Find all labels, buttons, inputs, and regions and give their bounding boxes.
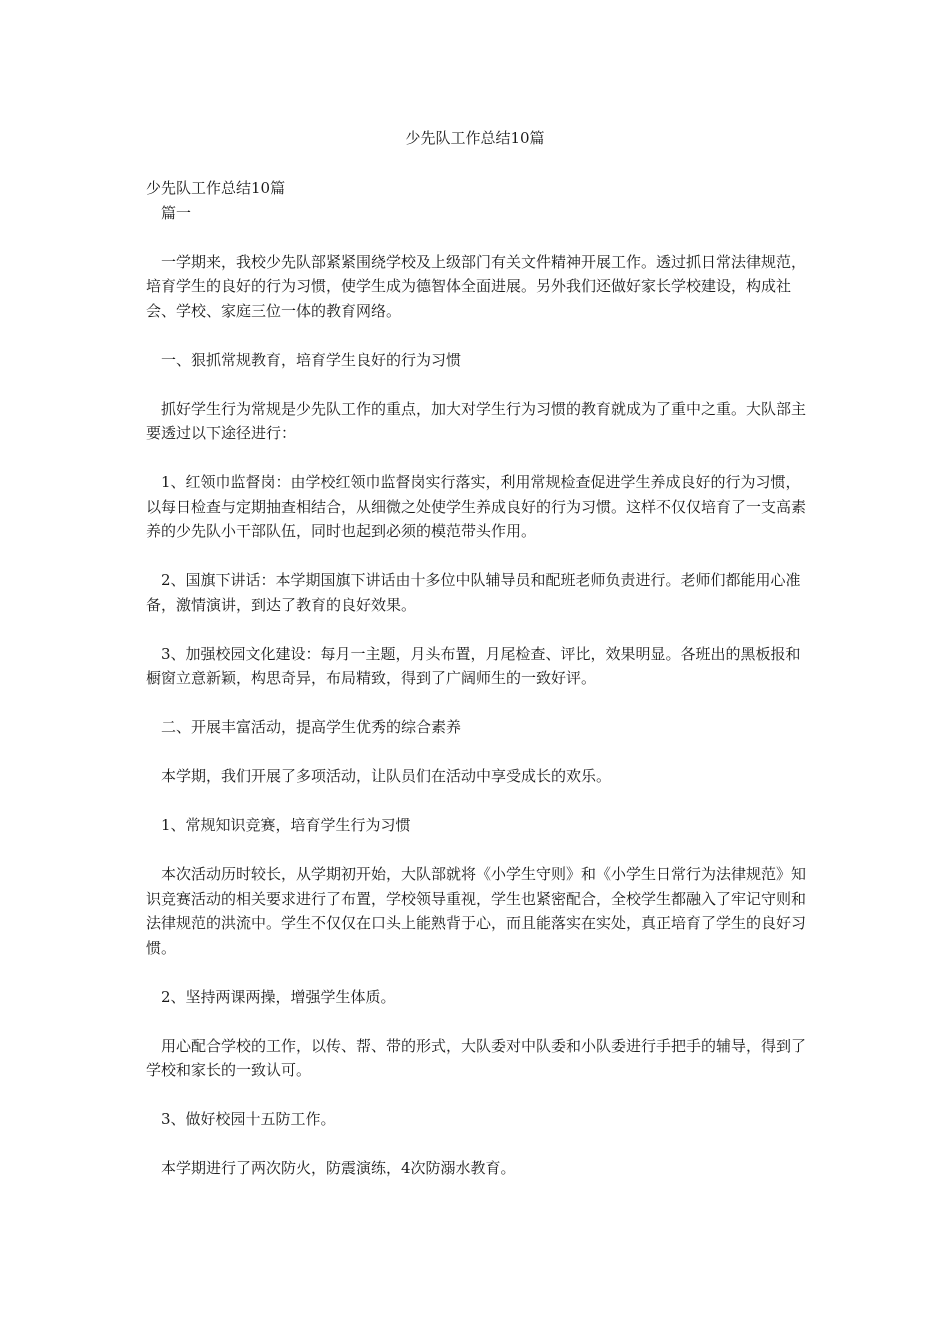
paragraph-item-1: 1、红领巾监督岗：由学校红领巾监督岗实行落实，利用常规检查促进学生养成良好的行为习惯，以每日检查与定期抽查相结合，从细微之处使学生养成良好的行为习惯。这样不仅仅培育了一支高素养的少先队小干部队伍，同时也起到必须的模范带头作用。 [146,473,807,540]
subheading-knowledge-contest: 1、常规知识竞赛，培育学生行为习惯 [161,816,411,834]
paragraph-item-2: 2、国旗下讲话：本学期国旗下讲话由十多位中队辅导员和配班老师负责进行。老师们都能用心准备，激情演讲，到达了教育的良好效果。 [146,571,801,614]
subheading-exercises: 2、坚持两课两操，增强学生体质。 [161,987,396,1006]
paragraph-exercises: 用心配合学校的工作，以传、帮、带的形式，大队委对中队委和小队委进行手把手的辅导，得到了学校和家长的一致认可。 [146,1036,807,1079]
paragraph-knowledge-contest: 本次活动历时较长，从学期初开始，大队部就将《小学生守则》和《小学生日常行为法律规范》知识竞赛活动的相关要求进行了布置，学校领导重视，学生也紧密配合，全校学生都融入了牢记守则和法律规范的洪流中。学生不仅仅在口头上能熟背于心，而且能落实在实处，真正培育了学生的良好习惯。 [146,865,807,957]
paragraph-activities: 本学期，我们开展了多项活动，让队员们在活动中享受成长的欢乐。 [161,767,612,785]
document-body [146,176,814,1181]
document-subtitle: 少先队工作总结10篇 [146,179,286,197]
paragraph-safety: 本学期进行了两次防火，防震演练，4次防溺水教育。 [161,1159,516,1177]
paragraph-intro: 一学期来，我校少先队部紧紧围绕学校及上级部门有关文件精神开展工作。透过抓日常法律规范，培育学生的良好的行为习惯，使学生成为德智体全面进展。另外我们还做好家长学校建设，构成社会、学校、家庭三位一体的教育网络。 [146,252,807,320]
subheading-safety: 3、做好校园十五防工作。 [161,1110,336,1128]
document-title: 少先队工作总结10篇 [405,129,545,147]
heading-part-one: 一、狠抓常规教育，培育学生良好的行为习惯 [161,350,462,369]
section-heading: 篇一 [161,203,192,222]
paragraph-behavior: 抓好学生行为常规是少先队工作的重点，加大对学生行为习惯的教育就成为了重中之重。大队部主要透过以下途径进行： [146,399,807,442]
heading-part-two: 二、开展丰富活动，提高学生优秀的综合素养 [161,718,462,736]
paragraph-item-3: 3、加强校园文化建设：每月一主题，月头布置，月尾检查、评比，效果明显。各班出的黑板报和橱窗立意新颖，构思奇异，布局精致，得到了广阔师生的一致好评。 [146,644,801,687]
